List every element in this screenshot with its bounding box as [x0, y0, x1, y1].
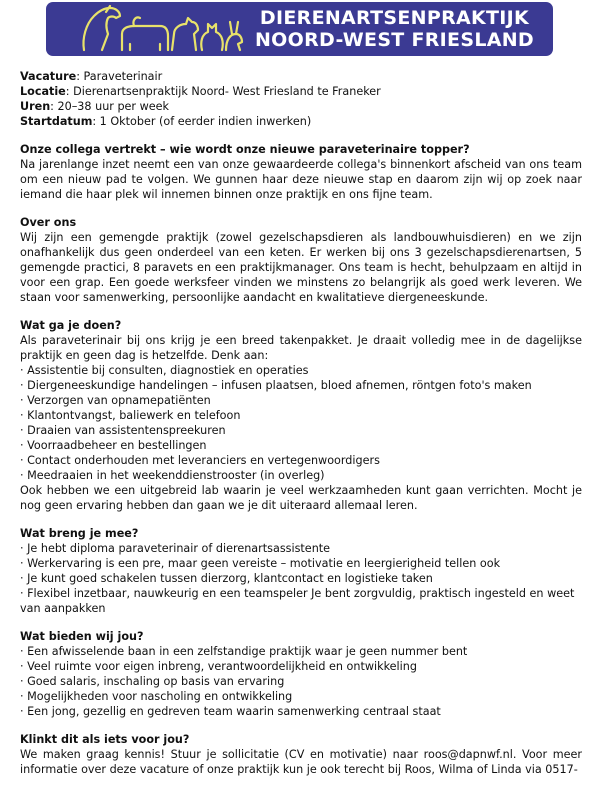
section-title: Onze collega vertrekt – wie wordt onze nieuwe paraveterinaire topper? — [20, 143, 470, 156]
meta-label: Locatie — [20, 85, 66, 98]
list-item: · Assistentie bij consulten, diagnostiek en operaties — [20, 364, 309, 377]
section-text: Wij zijn een gemengde praktijk (zowel gezelschapsdieren als landbouwhuisdieren) en we zijn onafhankelijk dus geen onderdeel van een keten. Er werken bij ons 3 gezelschapsdierenartsen, 5 gemengde practici, 8 paravets en een praktijkmanager. Ons team is hecht, behulpzaam en altijd in voor een grap. Een goede werksfeer vinden we minstens zo belangrijk als goed werk leveren. We staan voor samenwerking, persoonlijke aandacht en kwalitatieve diergeneeskunde. — [20, 231, 582, 304]
section-title: Wat ga je doen? — [20, 319, 122, 332]
list-item: · Werkervaring is een pre, maar geen vereiste – motivatie en leergierigheid tellen ook — [20, 557, 501, 570]
section-intro — [20, 142, 582, 202]
vacancy-text — [20, 69, 582, 777]
meta-label: Vacature — [20, 70, 77, 83]
meta-uren — [20, 99, 582, 114]
requirements-list — [20, 541, 582, 616]
section-contact — [20, 732, 582, 777]
list-item: · Mogelijkheden voor nascholing en ontwikkeling — [20, 690, 293, 703]
section-title: Wat breng je mee? — [20, 527, 139, 540]
meta-value: : Dierenartsenpraktijk Noord- West Friesland te Franeker — [65, 85, 381, 98]
meta-vacature — [20, 69, 582, 84]
meta-label: Uren — [20, 100, 51, 113]
title-line-2: NOORD-WEST FRIESLAND — [254, 29, 534, 51]
list-item: · Voorraadbeheer en bestellingen — [20, 439, 207, 452]
list-item: · Goed salaris, inschaling op basis van ervaring — [20, 675, 285, 688]
list-item: · Draaien van assistentenspreekuren — [20, 424, 226, 437]
section-offer — [20, 629, 582, 719]
list-item: · Verzorgen van opnamepatiënten — [20, 394, 211, 407]
section-title: Klinkt dit als iets voor jou? — [20, 733, 190, 746]
section-title: Wat bieden wij jou? — [20, 630, 144, 643]
meta-value: : 20–38 uur per week — [50, 100, 169, 113]
list-item: · Meedraaien in het weekenddienstrooster (in overleg) — [20, 469, 325, 482]
section-text: Ook hebben we een uitgebreid lab waarin je veel werkzaamheden kunt gaan verrichten. Mocht je nog geen ervaring hebben dan gaan we je dit uiteraard allemaal leren. — [20, 484, 582, 512]
tasks-list — [20, 363, 582, 483]
list-item: · Diergeneeskundige handelingen – infusen plaatsen, bloed afnemen, röntgen foto's maken — [20, 379, 532, 392]
title-line-1: DIERENARTSENPRAKTIJK — [259, 7, 530, 29]
list-item: · Een afwisselende baan in een zelfstandige praktijk waar je geen nummer bent — [20, 645, 468, 658]
section-tasks — [20, 318, 582, 513]
section-text: Na jarenlange inzet neemt een van onze gewaardeerde collega's binnenkort afscheid van ons team om een nieuw pad te volgen. We gunnen haar deze nieuwe stap en daarom zijn wij op zoek naar iemand die haar plek wil innemen binnen onze praktijk en ons fijne team. — [20, 158, 582, 201]
section-about — [20, 215, 582, 305]
meta-value: : Paraveterinair — [76, 70, 163, 83]
animal-silhouettes-icon — [76, 4, 246, 54]
vacancy-meta — [20, 69, 582, 129]
meta-value: : 1 Oktober (of eerder indien inwerken) — [92, 115, 312, 128]
section-requirements — [20, 526, 582, 616]
list-item: · Een jong, gezellig en gedreven team waarin samenwerking centraal staat — [20, 705, 441, 718]
meta-label: Startdatum — [20, 115, 93, 128]
offer-list — [20, 644, 582, 719]
list-item: · Je hebt diploma paraveterinair of dierenartsassistente — [20, 542, 331, 555]
practice-title — [246, 7, 543, 51]
list-item: · Flexibel inzetbaar, nauwkeurig en een teamspeler Je bent zorgvuldig, praktisch ingesteld en weet van aanpakken — [20, 587, 575, 615]
section-text: We maken graag kennis! Stuur je sollicitatie (CV en motivatie) naar roos@dapnwf.nl. Voor meer informatie over deze vacature of onze praktijk kun je ook terecht bij Roos, Wilma of Linda via 0517- — [20, 748, 582, 776]
list-item: · Klantontvangst, baliewerk en telefoon — [20, 409, 241, 422]
meta-locatie — [20, 84, 582, 99]
section-text: Als paraveterinair bij ons krijg je een breed takenpakket. Je draait volledig mee in de dagelijkse praktijk en geen dag is hetzelfde. Denk aan: — [20, 334, 582, 362]
list-item: · Contact onderhouden met leveranciers en vertegenwoordigers — [20, 454, 380, 467]
header-banner — [46, 2, 553, 56]
meta-startdatum — [20, 114, 582, 129]
list-item: · Veel ruimte voor eigen inbreng, verantwoordelijkheid en ontwikkeling — [20, 660, 417, 673]
list-item: · Je kunt goed schakelen tussen dierzorg, klantcontact en logistieke taken — [20, 572, 433, 585]
section-title: Over ons — [20, 216, 77, 229]
